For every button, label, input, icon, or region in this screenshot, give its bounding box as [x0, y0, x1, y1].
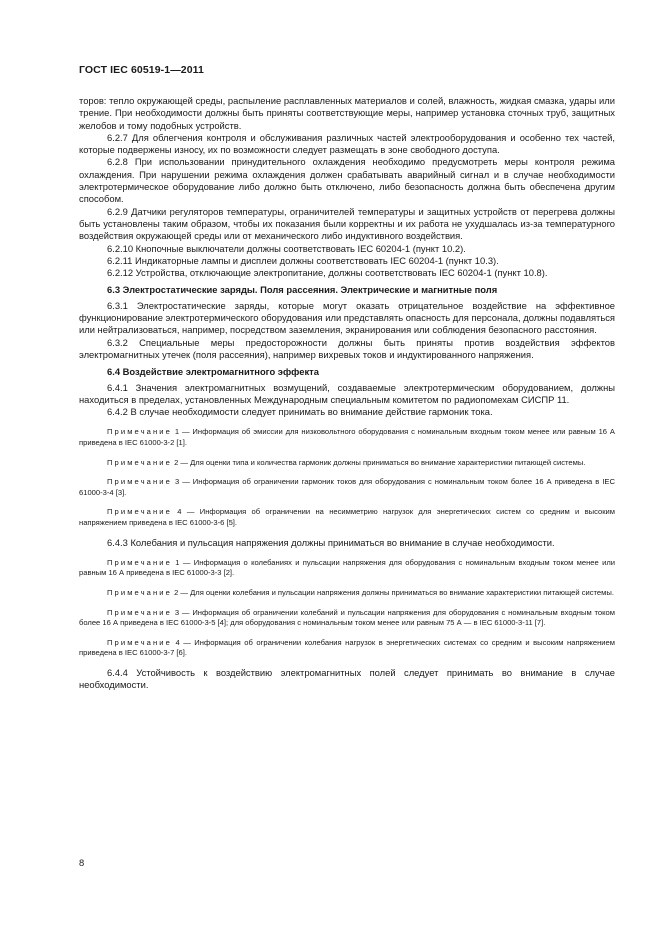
note-label: Примечание: [107, 607, 172, 617]
section-heading-6-3: 6.3 Электростатические заряды. Поля рассеяния. Электрические и магнитные поля: [107, 284, 498, 296]
document-body: [79, 95, 615, 692]
spacer: [79, 529, 615, 537]
paragraph-6-2-9: 6.2.9 Датчики регуляторов температуры, ограничителей температуры и защитных устройств от перегрева должны быть установлены таким образом, чтобы их показания были корректны и их работа не ухудшалась из-за температурного воздействия окружающей среды или от механического либо индуктивного воздействия.: [79, 205, 615, 242]
note: [79, 608, 615, 629]
paragraph-6-4-2: 6.4.2 В случае необходимости следует принимать во внимание действие гармоник тока.: [107, 406, 493, 418]
note-label: Примечание: [107, 637, 172, 647]
paragraph-continuation: торов: тепло окружающей среды, распыление расплавленных материалов и солей, влажность, жидкая смазка, удары или трение. При необходимости должны быть приняты соответствующие меры, например установка сточных труб, защитных желобов и тому подобных устройств.: [79, 95, 615, 131]
paragraph-6-2-12: 6.2.12 Устройства, отключающие электропитание, должны соответствовать IEC 60204-1 (пункт 10.8).: [107, 267, 548, 279]
note-label: Примечание: [107, 477, 172, 487]
note-text: 4 — Информация об ограничении колебания нагрузок в энергетических системах со средним и высоким напряжением приведена в IEC 61000-3-7 [6].: [79, 637, 615, 658]
note: [79, 507, 615, 528]
paragraph-6-2-10: 6.2.10 Кнопочные выключатели должны соответствовать IEC 60204-1 (пункт 10.2).: [107, 242, 466, 254]
note: [79, 638, 615, 659]
page-number: 8: [79, 857, 85, 868]
paragraph-6-3-2: 6.3.2 Специальные меры предосторожности должны быть приняты против воздействия эффектов электромагнитных утечек (поля рассеяния), например вихревых токов и индуктированного напряжения.: [79, 336, 615, 360]
paragraph-6-2-7: 6.2.7 Для облегчения контроля и обслуживания различных частей электрооборудования и особенно тех частей, которые подвержены износу, их по возможности следует размещать в зоне свободного доступа.: [79, 131, 615, 156]
note-text: 1 — Информация о колебаниях и пульсации напряжения для оборудования с номинальным входным током менее или равным 16 А приведена в IEC 61000-3-3 [2].: [79, 557, 615, 578]
paragraph-6-4-1: 6.4.1 Значения электромагнитных возмущений, создаваемые электротермическим оборудованием, должны находиться в пределах, установленных Международным специальным комитетом по радиопомехам СИСПР 11.: [79, 381, 615, 405]
note: [79, 427, 615, 448]
paragraph-6-3-1: 6.3.1 Электростатические заряды, которые могут оказать отрицательное воздействие на эффективное функционирование электротермического оборудования или представлять опасность для персонала, должны подавляться или нейтрализоваться, например, посредством заземления, экранирования или соблюдения безопасного расстояния.: [79, 299, 615, 336]
note: [79, 588, 615, 599]
note-text: 4 — Информация об ограничении на несимметрию нагрузок для энергетических систем со средним и высоким напряжением приведена в IEC 61000-3-6 [5].: [79, 507, 615, 527]
note-text: 3 — Информация об ограничении колебаний и пульсации напряжения для оборудования с номинальным входным током более 16 А приведена в IEC 61000-3-5 [4]; для оборудования с номинальным током менее или равным 75 А — в IEC 61000-3-11 [7].: [79, 607, 615, 628]
spacer: [79, 659, 615, 667]
note-label: Примечание: [107, 557, 172, 567]
note-label: Примечание: [107, 427, 172, 437]
note: [79, 458, 615, 469]
note: [79, 477, 615, 498]
section-heading-6-4: 6.4 Воздействие электромагнитного эффекта: [107, 366, 319, 378]
paragraph-6-2-8: 6.2.8 При использовании принудительного охлаждения необходимо предусмотреть меры контроля режима охлаждения. При нарушении режима охлаждения должен срабатывать аварийный сигнал и в случае необходимости электротермическое оборудование либо должно быть отключено, либо безопасность должна быть обеспечена другим способом.: [79, 156, 615, 205]
note-label: Примечание: [107, 588, 172, 598]
note-text: 2 — Для оценки типа и количества гармоник должны приниматься во внимание характеристики питающей системы.: [174, 457, 586, 467]
note-text: 1 — Информация об эмиссии для низковольтного оборудования с номинальным входным током менее или равным 16 А приведена в IEC 61000-3-2 [1].: [79, 427, 615, 448]
paragraph-6-2-11: 6.2.11 Индикаторные лампы и дисплеи должны соответствовать IEC 60204-1 (пункт 10.3).: [107, 254, 499, 266]
note: [79, 558, 615, 579]
note-text: 3 — Информация об ограничении гармоник токов для оборудования с номинальным током более 16 А приведена в IEC 61000-3-4 [3].: [79, 477, 615, 497]
paragraph-6-4-3: 6.4.3 Колебания и пульсация напряжения должны приниматься во внимание в случае необходимости.: [107, 536, 555, 548]
document-header: ГОСТ IEC 60519-1—2011: [79, 64, 204, 76]
note-label: Примечание: [107, 457, 172, 467]
paragraph-6-4-4: 6.4.4 Устойчивость к воздействию электромагнитных полей следует принимать во внимание в случае необходимости.: [79, 667, 615, 691]
note-label: Примечание: [107, 507, 172, 517]
note-text: 2 — Для оценки колебания и пульсации напряжения должны приниматься во внимание характеристики питающей системы.: [174, 588, 614, 598]
